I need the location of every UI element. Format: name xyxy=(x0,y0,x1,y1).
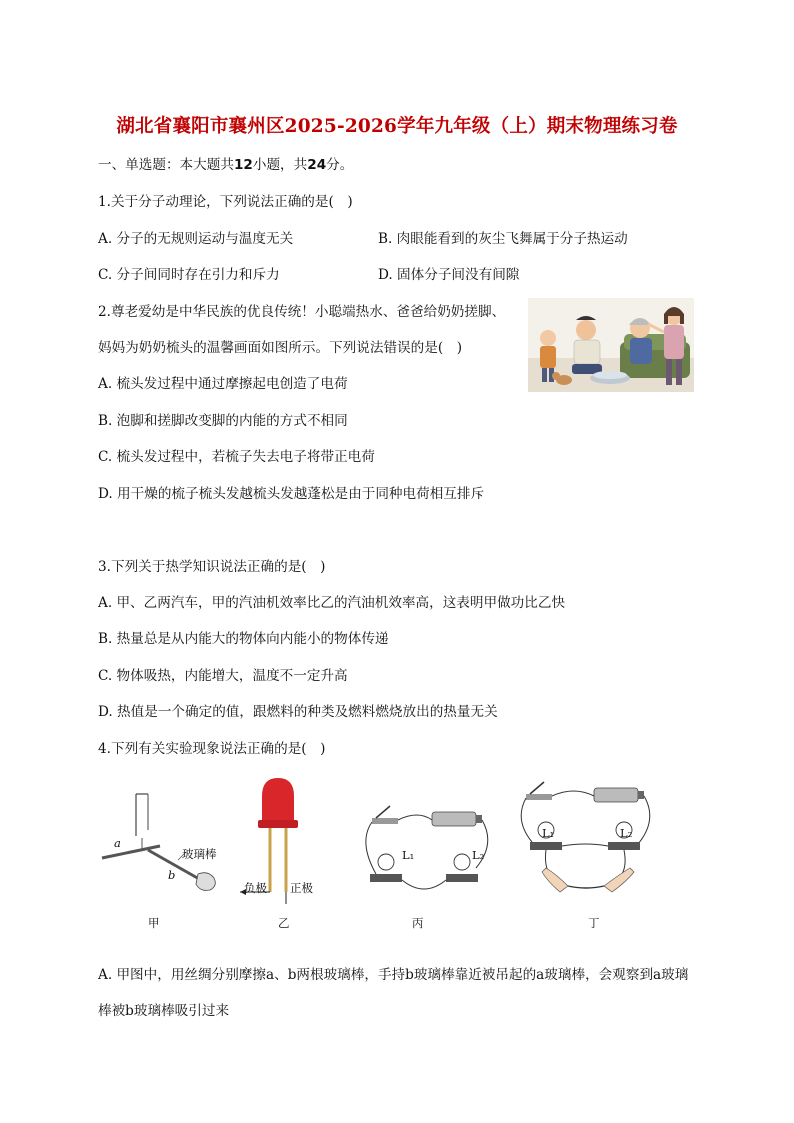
positive-pole-label: 正极 xyxy=(290,881,313,895)
question-count: 12 xyxy=(233,157,253,173)
question-2-stem-line1: 2.尊老爱幼是中华民族的优良传统！小聪端热水、爸爸给奶奶搓脚、 xyxy=(98,304,506,320)
negative-pole-label: 负极 xyxy=(244,881,267,895)
q2-option-a[interactable]: A. 梳头发过程中通过摩擦起电创造了电荷 xyxy=(98,376,348,392)
question-4-stem: 4.下列有关实验现象说法正确的是( ) xyxy=(98,741,326,757)
family-illustration xyxy=(528,298,694,392)
question-4-figures xyxy=(98,776,698,936)
figure-ding-caption: 丁 xyxy=(588,916,600,930)
bing-lamp-l2-label: L₂ xyxy=(472,848,485,862)
section-heading: 一、单选题：本大题共12小题，共24分。 xyxy=(98,157,354,173)
figure-ding-circuit xyxy=(516,776,666,904)
q3-option-d[interactable]: D. 热值是一个确定的值，跟燃料的种类及燃料燃烧放出的热量无关 xyxy=(98,704,498,720)
q1-option-c[interactable]: C. 分子间同时存在引力和斥力 xyxy=(98,267,280,283)
figure-bing-caption: 丙 xyxy=(412,916,424,930)
total-score: 24 xyxy=(307,157,327,173)
ding-lamp-l2-label: L₂ xyxy=(620,826,633,840)
q4-option-a-line2[interactable]: 棒被b玻璃棒吸引过来 xyxy=(98,1003,230,1019)
q2-option-c[interactable]: C. 梳头发过程中，若梳子失去电子将带正电荷 xyxy=(98,449,375,465)
glass-rod-label: 玻璃棒 xyxy=(182,847,217,861)
question-1-stem: 1.关于分子动理论，下列说法正确的是( ) xyxy=(98,194,353,210)
question-2-stem-line2: 妈妈为奶奶梳头的温馨画面如图所示。下列说法错误的是( ) xyxy=(98,340,463,356)
rod-b-label: b xyxy=(168,868,176,882)
q3-option-c[interactable]: C. 物体吸热，内能增大，温度不一定升高 xyxy=(98,668,348,684)
q2-option-d[interactable]: D. 用干燥的梳子梳头发越梳头发越蓬松是由于同种电荷相互排斥 xyxy=(98,486,485,502)
q1-option-d[interactable]: D. 固体分子间没有间隙 xyxy=(378,267,520,283)
q3-option-a[interactable]: A. 甲、乙两汽车，甲的汽油机效率比乙的汽油机效率高，这表明甲做功比乙快 xyxy=(98,595,566,611)
q1-option-a[interactable]: A. 分子的无规则运动与温度无关 xyxy=(98,231,294,247)
question-3-stem: 3.下列关于热学知识说法正确的是( ) xyxy=(98,559,326,575)
q2-option-b[interactable]: B. 泡脚和搓脚改变脚的内能的方式不相同 xyxy=(98,413,348,429)
q3-option-b[interactable]: B. 热量总是从内能大的物体向内能小的物体传递 xyxy=(98,631,389,647)
q4-option-a-line1[interactable]: A. 甲图中，用丝绸分别摩擦a、b两根玻璃棒，手持b玻璃棒靠近被吊起的a玻璃棒，会观察到a玻璃 xyxy=(98,967,689,983)
figure-yi-caption: 乙 xyxy=(278,916,290,930)
rod-a-label: a xyxy=(114,836,121,850)
bing-lamp-l1-label: L₁ xyxy=(402,848,415,862)
q1-option-b[interactable]: B. 肉眼能看到的灰尘飞舞属于分子热运动 xyxy=(378,231,628,247)
figure-jia-caption: 甲 xyxy=(148,916,160,930)
ding-lamp-l1-label: L₁ xyxy=(542,826,555,840)
exam-title: 湖北省襄阳市襄州区2025-2026学年九年级（上）期末物理练习卷 xyxy=(116,116,678,137)
